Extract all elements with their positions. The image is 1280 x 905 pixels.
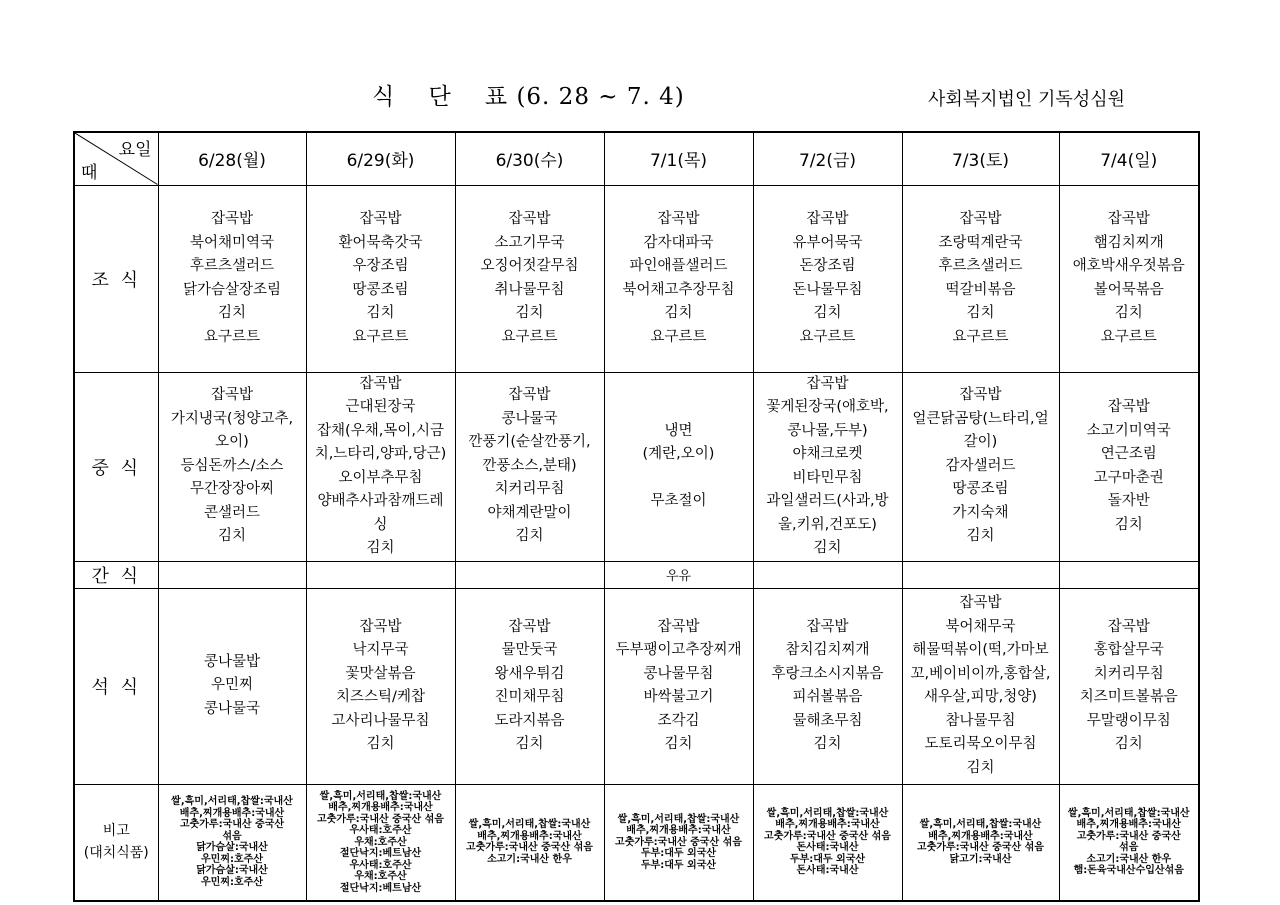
menu-item: 비타민무침	[792, 469, 863, 486]
menu-item: 후르츠샐러드	[189, 258, 275, 274]
menu-item: 김치	[813, 540, 842, 556]
menu-item: 소고기:국내산 한우	[1086, 853, 1172, 865]
menu-item: 잡곡밥	[210, 387, 254, 404]
menu-item: 고춧가루:국내산 중국산 섞음	[764, 830, 891, 842]
menu-item: 냉면	[664, 422, 693, 439]
menu-cell	[753, 372, 902, 561]
menu-item: 파인애플샐러드	[629, 258, 728, 274]
origin-note-cell	[1059, 784, 1199, 901]
menu-cell	[1059, 185, 1199, 372]
menu-item: 김치	[366, 305, 395, 321]
menu-item: 싱	[373, 516, 388, 533]
menu-item: 후랑크소시지볶음	[771, 665, 884, 682]
day-header: 7/4(일)	[1059, 132, 1199, 185]
origin-note-cell	[753, 784, 902, 901]
menu-item: 잡곡밥	[508, 618, 551, 635]
menu-cell	[306, 185, 455, 372]
menu-item: 김치	[217, 305, 246, 321]
menu-item: 배추,찌개용배추:국내산	[928, 830, 1033, 842]
menu-item: 왕새우튀김	[494, 665, 565, 682]
breakfast-row	[74, 185, 1199, 372]
menu-item: 잡채(우채,목이,시금	[317, 422, 444, 439]
menu-item: 물만둣국	[501, 642, 558, 658]
menu-item: 잡곡밥	[359, 211, 402, 227]
meal-label-lunch: 중 식	[74, 372, 158, 561]
menu-item: 고춧가루:국내산 중국산 섞음	[917, 842, 1044, 854]
menu-item: 잡곡밥	[1107, 399, 1150, 415]
menu-item: 고춧가루:국내산 중국산 섞음	[615, 836, 742, 848]
menu-item: 참나물무침	[945, 712, 1016, 729]
menu-cell	[902, 588, 1059, 784]
menu-item: 소고기미역국	[1086, 422, 1171, 439]
day-header: 6/29(화)	[306, 132, 455, 185]
snack-cell	[902, 561, 1059, 588]
menu-item: 도라지볶음	[494, 712, 565, 729]
menu-item: 피쉬볼볶음	[792, 689, 863, 705]
menu-item: 쌀,흑미,서리태,찹쌀:국내산	[468, 819, 591, 831]
menu-cell	[306, 588, 455, 784]
meal-label-breakfast: 조 식	[74, 185, 158, 372]
menu-item: 고춧가루:국내산 중국산 섞음	[317, 813, 444, 825]
menu-item: 고춧가루:국내산 중국산 섞음	[466, 842, 593, 854]
menu-cell	[158, 185, 306, 372]
menu-item: 북어채무국	[945, 618, 1016, 635]
menu-item: 깐풍소스,분태)	[482, 457, 577, 474]
menu-item: 절단낙지:베트남산	[339, 848, 422, 859]
menu-item: 닭가슴살장조림	[182, 281, 282, 298]
menu-item: 과일샐러드(사과,방	[766, 493, 889, 509]
menu-item: 취나물무침	[494, 281, 565, 298]
menu-item: 잡곡밥	[959, 387, 1002, 404]
menu-item: 배추,찌개용배추:국내산	[1076, 819, 1181, 831]
menu-item: 가지냉국(청양고추,	[170, 410, 294, 427]
header-row	[74, 132, 1199, 185]
menu-item: 잡곡밥	[959, 595, 1002, 611]
menu-item: 섞음	[222, 830, 242, 842]
menu-item: 닭고기:국내산	[949, 853, 1012, 865]
menu-item: 김치	[1114, 516, 1143, 533]
menu-item: 콩나물무침	[643, 665, 714, 682]
origin-note-cell	[306, 784, 455, 901]
menu-item: 잡곡밥	[359, 618, 402, 635]
menu-item: 햄:돈육국내산수입산섞음	[1073, 865, 1184, 877]
menu-item: 치즈미트볼볶음	[1079, 689, 1178, 705]
meal-plan-table	[73, 131, 1200, 902]
menu-item: 우채:호주산	[354, 871, 407, 882]
menu-item: 김치	[966, 528, 995, 545]
menu-item: 근대된장국	[345, 399, 416, 415]
corner-day-label: 요일	[118, 140, 152, 160]
menu-item: 소고기:국내산 한우	[487, 853, 572, 865]
menu-item: 볼어묵볶음	[1093, 281, 1164, 298]
menu-cell	[604, 372, 753, 561]
menu-item: 김치	[366, 540, 395, 556]
menu-item: 우사태:호주산	[349, 859, 412, 871]
menu-item: 오징어젓갈무침	[480, 258, 579, 274]
menu-item: 가지숙채	[952, 504, 1009, 521]
menu-item: 야채계란말이	[487, 504, 572, 521]
menu-item: 쌀,흑미,서리태,찹쌀:국내산	[171, 796, 293, 808]
menu-item: 콩나물국	[203, 700, 261, 717]
menu-item: 치,느타리,양파,당근)	[314, 446, 447, 462]
menu-item: 배추,찌개용배추:국내산	[477, 830, 582, 842]
menu-item: 배추,찌개용배추:국내산	[626, 825, 731, 836]
menu-item: 잡곡밥	[1107, 618, 1150, 635]
menu-item: 김치	[217, 528, 246, 545]
menu-cell	[1059, 372, 1199, 561]
menu-item: 북어채고추장무침	[622, 281, 735, 298]
menu-item: 감자대파국	[643, 234, 714, 251]
menu-item: 양배추사과참깨드레	[317, 493, 444, 509]
menu-item: 김치	[966, 305, 995, 321]
menu-item: 치즈스틱/케찹	[336, 689, 425, 705]
day-header: 6/28(월)	[158, 132, 306, 185]
menu-item: 우장조림	[352, 258, 409, 274]
meal-label-note: 비고 (대치식품)	[74, 784, 158, 901]
snack-cell	[158, 561, 306, 588]
menu-item: 깐풍기(순살깐풍기,	[468, 434, 591, 451]
day-header: 7/1(목)	[604, 132, 753, 185]
menu-cell	[158, 372, 306, 561]
menu-item: 두부팽이고추장찌개	[615, 642, 742, 658]
menu-item: 애호박새우젓볶음	[1072, 258, 1185, 274]
menu-cell	[1059, 588, 1199, 784]
corner-time-label: 때	[81, 162, 98, 183]
menu-item: 김치	[813, 305, 842, 321]
menu-item: 요구르트	[799, 328, 856, 345]
menu-item: 쌀,흑미,서리태,찹쌀:국내산	[766, 807, 889, 819]
menu-item: 등심돈까스/소스	[180, 457, 284, 474]
snack-cell	[1059, 561, 1199, 588]
menu-item: 치커리무침	[494, 481, 565, 498]
lunch-row	[74, 372, 1199, 561]
menu-item: 조각김	[657, 712, 700, 729]
menu-item: 울,키위,건포도)	[778, 516, 877, 533]
menu-item: 새우살,피망,청양)	[924, 689, 1037, 705]
menu-cell	[455, 372, 604, 561]
organization-name: 사회복지법인 기독성심원	[928, 89, 1125, 110]
menu-item: 두부:대두 외국산	[789, 853, 866, 865]
menu-item: 닭가슴살:국내산	[196, 865, 268, 877]
menu-cell	[902, 372, 1059, 561]
menu-item: 갈이)	[963, 434, 998, 451]
menu-item: 잡곡밥	[210, 211, 254, 227]
menu-item: 야채크로켓	[792, 446, 863, 462]
snack-cell	[753, 561, 902, 588]
snack-cell	[455, 561, 604, 588]
menu-item: 잡곡밥	[1107, 211, 1150, 227]
menu-item: 잡곡밥	[508, 211, 551, 227]
menu-item: 요구르트	[952, 328, 1009, 345]
menu-item: 김치	[664, 305, 693, 321]
menu-cell	[158, 588, 306, 784]
menu-item: 바싹불고기	[643, 689, 714, 705]
menu-item: 쌀,흑미,서리태,찹쌀:국내산	[1067, 807, 1190, 819]
menu-item: 고구마춘권	[1093, 469, 1164, 486]
snack-cell: 우유	[604, 561, 753, 588]
menu-item: 북어채미역국	[189, 234, 275, 251]
menu-item: 쌀,흑미,서리태,찹쌀:국내산	[919, 819, 1042, 831]
menu-item: 환어묵축갓국	[338, 234, 423, 251]
menu-item: 김치	[1114, 736, 1143, 752]
menu-item: 김치	[515, 528, 544, 545]
menu-item: 쌀,흑미,서리태,찹쌀:국내산	[617, 813, 740, 825]
menu-item: 배추,찌개용배추:국내산	[775, 819, 880, 831]
menu-item: 땅콩조림	[952, 481, 1009, 498]
meal-label-dinner: 석 식	[74, 588, 158, 784]
day-header: 6/30(수)	[455, 132, 604, 185]
origin-note-cell	[604, 784, 753, 901]
menu-cell	[753, 588, 902, 784]
menu-item: 감자샐러드	[945, 457, 1016, 474]
day-header: 7/3(토)	[902, 132, 1059, 185]
snack-cell	[306, 561, 455, 588]
menu-item: 콩나물국	[501, 410, 558, 427]
menu-item: 잡곡밥	[806, 618, 849, 635]
menu-item: 조랑떡계란국	[938, 234, 1023, 251]
menu-item: 우민찌	[210, 677, 254, 694]
menu-cell	[604, 185, 753, 372]
menu-item: 김치	[813, 736, 842, 752]
corner-cell	[74, 132, 158, 185]
menu-item: 진미채무침	[494, 689, 565, 705]
dinner-row	[74, 588, 1199, 784]
menu-item: 고춧가루:국내산 중국산	[179, 819, 285, 831]
menu-item: 배추,찌개용배추:국내산	[328, 802, 433, 813]
menu-cell	[902, 185, 1059, 372]
menu-item: 우채:호주산	[354, 836, 407, 848]
menu-item: 꼬,베이비이까,홍합살,	[910, 665, 1051, 682]
menu-item: 김치	[366, 736, 395, 752]
menu-item: 낙지무국	[352, 642, 409, 658]
menu-item: 잡곡밥	[806, 211, 849, 227]
note-row	[74, 784, 1199, 901]
menu-item: 요구르트	[352, 328, 409, 345]
menu-cell	[455, 588, 604, 784]
menu-item: 무말랭이무침	[1086, 712, 1171, 729]
menu-cell	[753, 185, 902, 372]
menu-cell	[306, 372, 455, 561]
menu-item: 돌자반	[1107, 493, 1150, 509]
origin-note-cell	[455, 784, 604, 901]
menu-item: 쌀,흑미,서리태,찹쌀:국내산	[319, 790, 442, 802]
page-title: 식 단 표 (6. 28 ~ 7. 4)	[372, 84, 685, 110]
menu-item: 고사리나물무침	[331, 712, 430, 729]
day-header: 7/2(금)	[753, 132, 902, 185]
menu-item: 소고기무국	[494, 234, 565, 251]
menu-item: 김치	[1114, 305, 1143, 321]
menu-cell	[604, 588, 753, 784]
menu-item: 연근조림	[1100, 446, 1157, 462]
menu-item: 떡갈비볶음	[945, 281, 1016, 298]
menu-item: 우사태:호주산	[349, 825, 412, 836]
menu-item: 잡곡밥	[657, 618, 700, 635]
origin-note-cell	[158, 784, 306, 901]
menu-item: 잡곡밥	[806, 375, 849, 392]
menu-item: 돈나물무침	[792, 281, 863, 298]
menu-item: 치커리무침	[1093, 665, 1164, 682]
menu-cell	[455, 185, 604, 372]
menu-item: 두부:대두 외국산	[640, 848, 717, 859]
menu-item: 꽃게된장국(애호박,	[766, 399, 889, 415]
menu-item: 잡곡밥	[359, 375, 402, 392]
menu-item: 요구르트	[650, 328, 707, 345]
menu-item: (계란,오이)	[642, 446, 715, 462]
menu-item: 요구르트	[501, 328, 558, 345]
menu-item: 잡곡밥	[959, 211, 1002, 227]
snack-row	[74, 561, 1199, 588]
menu-item	[605, 467, 753, 491]
menu-item: 우민찌:호주산	[201, 853, 263, 865]
menu-item: 배추,찌개용배추:국내산	[179, 807, 285, 819]
menu-item: 요구르트	[1100, 328, 1157, 345]
menu-item: 얼큰닭곰탕(느타리,얼	[912, 410, 1049, 427]
menu-item: 고춧가루:국내산 중국산	[1076, 830, 1181, 842]
menu-item: 절단낙지:베트남산	[339, 882, 422, 894]
menu-item: 물해초무침	[792, 712, 863, 729]
menu-item: 돈장조림	[799, 258, 856, 274]
menu-item: 꽃맛살볶음	[345, 665, 416, 682]
menu-item: 무초절이	[650, 493, 707, 509]
menu-item: 콩나물밥	[203, 653, 261, 670]
menu-item: 잡곡밥	[508, 387, 551, 404]
menu-item: 김치	[515, 305, 544, 321]
menu-item: 김치	[664, 736, 693, 752]
menu-item: 후르츠샐러드	[938, 258, 1023, 274]
menu-item: 김치	[966, 759, 995, 776]
menu-item: 무간장장아찌	[189, 481, 275, 498]
menu-item: 햄김치찌개	[1093, 234, 1164, 251]
meal-label-snack: 간 식	[74, 561, 158, 588]
origin-note-cell	[902, 784, 1059, 901]
menu-item: 돈사태:국내산	[796, 865, 859, 877]
menu-item: 우민찌:호주산	[201, 876, 263, 888]
menu-item: 참치김치찌개	[785, 642, 870, 658]
menu-item: 콘샐러드	[203, 504, 261, 521]
menu-item: 해물떡볶이(떡,가마보	[912, 642, 1049, 658]
menu-item: 유부어묵국	[792, 234, 863, 251]
menu-item: 땅콩조림	[352, 281, 409, 298]
menu-item: 요구르트	[203, 328, 261, 345]
menu-item: 돈사태:국내산	[796, 842, 859, 854]
menu-item: 두부:대두 외국산	[640, 859, 717, 871]
menu-item: 섞음	[1119, 842, 1139, 854]
menu-item: 잡곡밥	[657, 211, 700, 227]
menu-item: 닭가슴살:국내산	[196, 842, 268, 854]
menu-item: 오이부추무침	[338, 469, 423, 486]
menu-item: 오이)	[215, 434, 249, 451]
menu-item: 김치	[515, 736, 544, 752]
menu-item: 콩나물,두부)	[787, 422, 868, 439]
menu-item: 홍합살무국	[1093, 642, 1164, 658]
menu-item: 도토리묵오이무침	[924, 736, 1037, 752]
